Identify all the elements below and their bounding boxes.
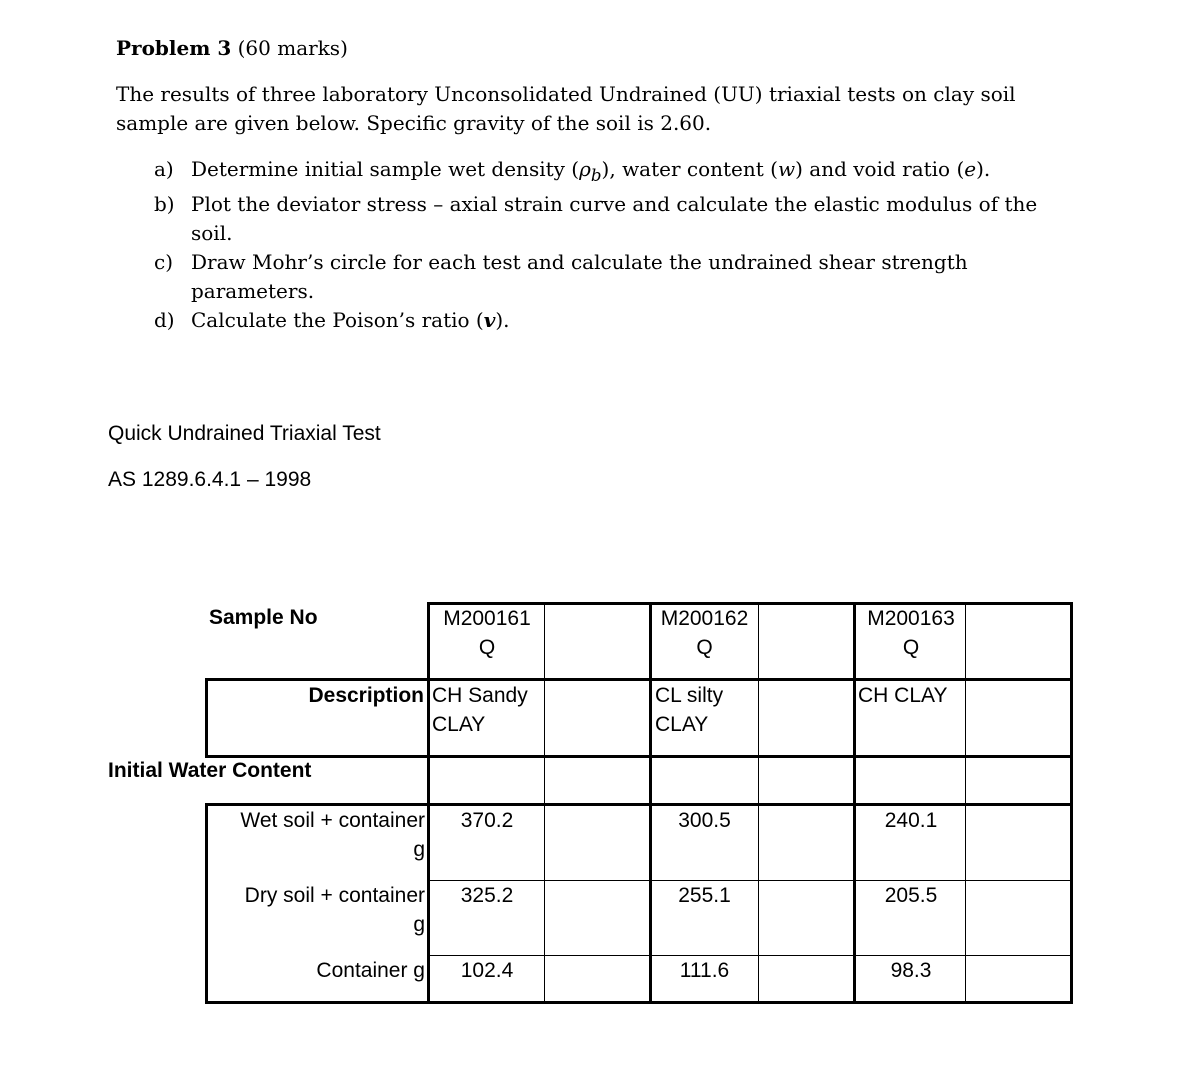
dry-soil-value-1: 325.2 bbox=[460, 884, 514, 907]
grid-line bbox=[205, 803, 208, 1004]
part-a bbox=[154, 155, 1074, 190]
nu-symbol: v bbox=[483, 308, 496, 332]
container-value-2: 111.6 bbox=[679, 959, 730, 982]
grid-line bbox=[205, 803, 1072, 806]
part-a-text-1: Determine initial sample wet density ( bbox=[191, 157, 580, 181]
grid-line bbox=[965, 602, 966, 1004]
test-standard: AS 1289.6.4.1 – 1998 bbox=[108, 468, 312, 491]
part-b-text: Plot the deviator stress – axial strain curve and calculate the elastic modulus of the soil. bbox=[191, 192, 1038, 245]
row-label-wet-soil: Wet soil + container g bbox=[240, 809, 425, 861]
part-a-text-3: ) and void ratio ( bbox=[795, 157, 965, 181]
grid-line bbox=[205, 678, 208, 758]
grid-line bbox=[205, 1001, 1072, 1004]
part-a-text-2: ), water content ( bbox=[601, 157, 778, 181]
w-symbol: w bbox=[777, 157, 796, 181]
part-c-text: Draw Mohr’s circle for each test and calculate the undrained shear strength parameters. bbox=[191, 250, 968, 303]
rho-subscript: b bbox=[590, 166, 602, 185]
description-label: Description bbox=[308, 684, 424, 707]
sample-id-3: M200163 Q bbox=[867, 607, 955, 659]
wet-soil-value-1: 370.2 bbox=[460, 809, 514, 832]
part-b bbox=[154, 190, 1074, 248]
row-label-container: Container g bbox=[316, 959, 425, 982]
row-label-dry-soil: Dry soil + container g bbox=[244, 884, 425, 936]
description-1: CH Sandy CLAY bbox=[432, 684, 528, 736]
grid-line bbox=[853, 602, 856, 1004]
problem-intro: The results of three laboratory Unconsolidated Undrained (UU) triaxial tests on clay soil sample are given below. Specific gravity of the soil is 2.60. bbox=[116, 82, 1016, 135]
grid-line bbox=[427, 955, 1072, 956]
dry-soil-value-3: 205.5 bbox=[884, 884, 938, 907]
part-b-label: b) bbox=[154, 192, 175, 216]
grid-line bbox=[427, 602, 1072, 605]
dry-soil-value-2: 255.1 bbox=[678, 884, 731, 907]
sample-id-1: M200161 Q bbox=[443, 607, 531, 659]
problem-parts bbox=[154, 155, 1074, 335]
description-3: CH CLAY bbox=[858, 684, 948, 707]
container-value-1: 102.4 bbox=[460, 959, 514, 982]
sample-no-label: Sample No bbox=[209, 606, 318, 629]
problem-marks: (60 marks) bbox=[237, 36, 348, 60]
part-c-label: c) bbox=[154, 250, 174, 274]
wet-soil-value-3: 240.1 bbox=[884, 809, 938, 832]
sample-id-2: M200162 Q bbox=[660, 607, 749, 659]
grid-line bbox=[758, 602, 759, 1004]
wet-soil-value-2: 300.5 bbox=[678, 809, 731, 832]
description-2: CL silty CLAY bbox=[655, 684, 724, 736]
grid-line bbox=[427, 602, 430, 1004]
part-d-label: d) bbox=[154, 308, 175, 332]
grid-line bbox=[544, 602, 545, 1004]
part-d-text-2: ). bbox=[495, 308, 510, 332]
test-title: Quick Undrained Triaxial Test bbox=[108, 422, 381, 445]
e-symbol: e bbox=[964, 157, 977, 181]
grid-line bbox=[205, 678, 1072, 681]
part-d-text-1: Calculate the Poison’s ratio ( bbox=[191, 308, 484, 332]
container-value-3: 98.3 bbox=[890, 959, 932, 982]
grid-line bbox=[1070, 602, 1073, 1004]
problem-heading bbox=[116, 34, 348, 62]
rho-symbol: ρ bbox=[579, 157, 591, 181]
grid-line bbox=[205, 755, 1072, 758]
part-d bbox=[154, 306, 1074, 335]
part-a-text-4: ). bbox=[976, 157, 991, 181]
problem-title: Problem 3 bbox=[116, 36, 232, 60]
grid-line bbox=[427, 880, 1072, 881]
part-a-label: a) bbox=[154, 157, 174, 181]
part-c bbox=[154, 248, 1074, 306]
grid-line bbox=[649, 602, 652, 1004]
initial-water-label: Initial Water Content bbox=[108, 759, 312, 782]
